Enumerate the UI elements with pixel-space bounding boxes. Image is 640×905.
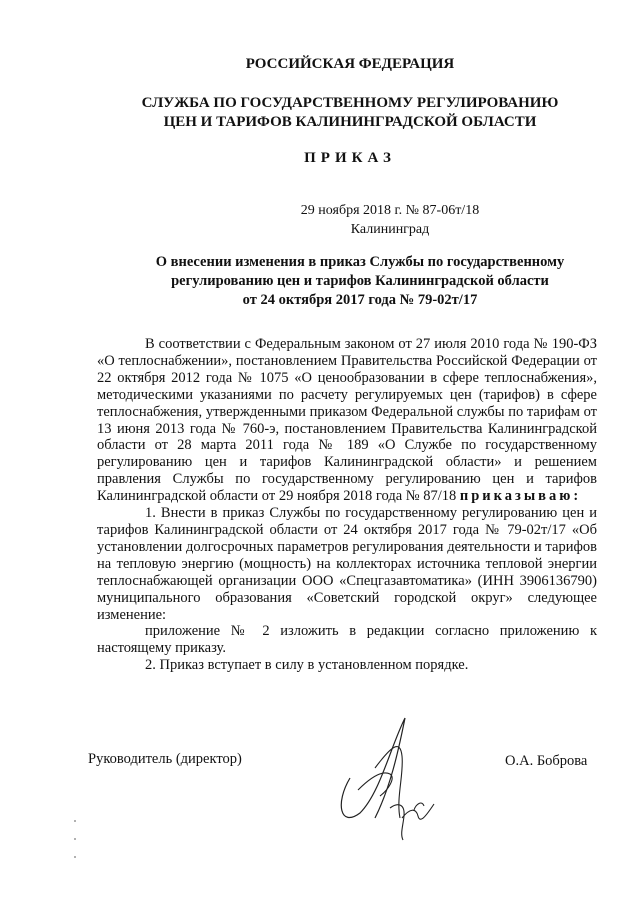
order-word: приказываю: bbox=[459, 488, 582, 505]
scan-speck bbox=[74, 856, 76, 858]
document-body bbox=[97, 336, 597, 674]
signatory-name: О.А. Боброва bbox=[505, 753, 588, 769]
agency-heading-line2: ЦЕН И ТАРИФОВ КАЛИНИНГРАДСКОЙ ОБЛАСТИ bbox=[163, 114, 537, 130]
handwritten-signature bbox=[330, 708, 460, 848]
item-1-paragraph: 1. Внести в приказ Службы по государственному регулированию цен и тарифов Калининградской области от 24 октября 2017 года № 79-02т/17 «Об установлении долгосрочных параметров регулирования деятельности и тарифов на тепловую энергию (мощность) на коллекторах источника тепловой энергии теплоснабжающей организации ООО «Спецгазавтоматика» (ИНН 3906136790) муниципального образования «Советский городской округ» следующее изменение: bbox=[97, 505, 597, 623]
agency-heading bbox=[30, 94, 640, 132]
preamble-paragraph bbox=[97, 336, 597, 505]
signatory-position: Руководитель (директор) bbox=[88, 751, 242, 767]
scan-speck bbox=[74, 820, 76, 822]
scan-speck bbox=[74, 838, 76, 840]
subject-line1: О внесении изменения в приказ Службы по государственному bbox=[155, 254, 565, 270]
country-heading: РОССИЙСКАЯ ФЕДЕРАЦИЯ bbox=[245, 56, 455, 72]
city: Калининград bbox=[350, 222, 430, 237]
preamble-text: В соответствии с Федеральным законом от 27 июля 2010 года № 190-ФЗ «О теплоснабжении», постановлением Правительства Российской Федерации от 22 октября 2012 года № 1075 «О ценообразовании в сфере теплоснабжения», методическими указаниями по расчету регулируемых цен (тарифов) в сфере теплоснабжения, утвержденными приказом Федеральной службы по тарифам от 13 июня 2013 года № 760-э, постановлением Правительства Калининградской области от 28 марта 2011 года № 189 «О Службе по государственному регулированию цен и тарифов Калининградской области» и решением правления Службы по государственному регулированию цен и тарифов Калининградской области от 29 ноября 2018 года № 87/18 bbox=[97, 336, 597, 505]
document-subject bbox=[40, 253, 640, 310]
date-and-number: 29 ноября 2018 г. № 87-06т/18 bbox=[300, 203, 480, 218]
document-type-heading: ПРИКАЗ bbox=[304, 150, 396, 166]
agency-heading-line1: СЛУЖБА ПО ГОСУДАРСТВЕННОМУ РЕГУЛИРОВАНИЮ bbox=[141, 95, 559, 111]
date-number-block bbox=[70, 201, 640, 239]
item-2-paragraph: 2. Приказ вступает в силу в установленном порядке. bbox=[145, 657, 469, 674]
subject-line2: регулированию цен и тарифов Калининградской области bbox=[171, 273, 549, 289]
subject-line3: от 24 октября 2017 года № 79-02т/17 bbox=[242, 292, 478, 308]
item-1-sub-paragraph: приложение № 2 изложить в редакции согласно приложению к настоящему приказу. bbox=[97, 623, 597, 657]
